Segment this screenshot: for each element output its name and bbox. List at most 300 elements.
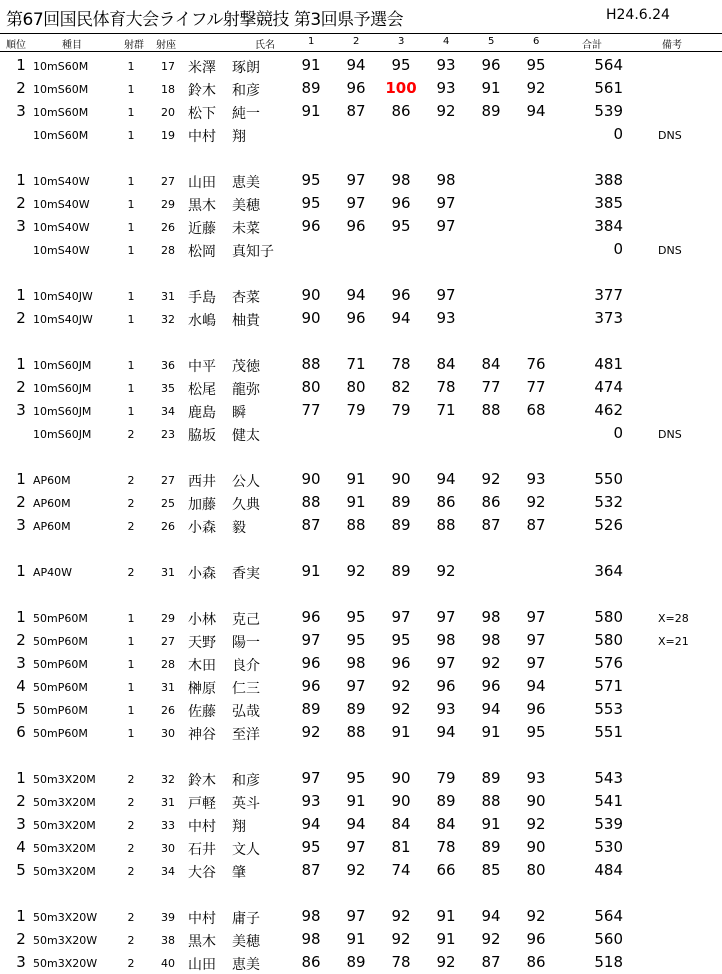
table-row: [0, 698, 722, 721]
score-cell-6: 92: [526, 493, 546, 511]
relay-cell: 1: [127, 405, 135, 418]
rank-cell: 3: [16, 516, 26, 534]
given-name-cell: 良介: [232, 658, 260, 674]
total-cell: 553: [594, 700, 623, 718]
relay-cell: 1: [127, 658, 135, 671]
table-row: [0, 491, 722, 514]
rank-cell: 1: [16, 769, 26, 787]
score-cell-4: 96: [436, 677, 456, 695]
surname-cell: 小森: [188, 566, 216, 582]
score-cell-5: 94: [481, 700, 501, 718]
event-cell: 10mS60M: [33, 106, 89, 119]
firing-point-cell: 35: [161, 382, 175, 395]
total-cell: 580: [594, 631, 623, 649]
firing-point-cell: 36: [161, 359, 175, 372]
total-cell: 388: [594, 171, 623, 189]
score-cell-5: 92: [481, 470, 501, 488]
score-cell-2: 92: [346, 861, 366, 879]
relay-cell: 2: [127, 773, 135, 786]
total-cell: 550: [594, 470, 623, 488]
event-cell: 50m3X20M: [33, 842, 96, 855]
given-name-cell: 陽一: [232, 635, 260, 651]
score-cell-2: 96: [346, 79, 366, 97]
given-name-cell: 弘哉: [232, 704, 260, 720]
score-cell-1: 91: [301, 562, 321, 580]
given-name-cell: 香実: [232, 566, 260, 582]
score-cell-5: 89: [481, 102, 501, 120]
score-cell-3: 92: [391, 907, 411, 925]
total-cell: 373: [594, 309, 623, 327]
given-name-cell: 仁三: [232, 681, 260, 697]
table-row: [0, 376, 722, 399]
total-cell: 526: [594, 516, 623, 534]
score-cell-2: 97: [346, 194, 366, 212]
table-row: [0, 422, 722, 445]
note-cell: DNS: [658, 428, 682, 441]
rank-cell: 2: [16, 631, 26, 649]
event-cell: 50m3X20M: [33, 796, 96, 809]
score-cell-5: 91: [481, 79, 501, 97]
firing-point-cell: 31: [161, 566, 175, 579]
header-s5: 5: [488, 36, 495, 47]
score-cell-5: 88: [481, 792, 501, 810]
relay-cell: 2: [127, 957, 135, 970]
firing-point-cell: 30: [161, 727, 175, 740]
score-cell-6: 97: [526, 654, 546, 672]
score-cell-1: 95: [301, 194, 321, 212]
given-name-cell: 茂徳: [232, 359, 260, 375]
surname-cell: 天野: [188, 635, 216, 651]
firing-point-cell: 38: [161, 934, 175, 947]
surname-cell: 山田: [188, 175, 216, 191]
surname-cell: 西井: [188, 474, 216, 490]
total-cell: 564: [594, 56, 623, 74]
total-cell: 551: [594, 723, 623, 741]
table-row: [0, 767, 722, 790]
score-cell-1: 91: [301, 102, 321, 120]
event-cell: 10mS60M: [33, 129, 89, 142]
surname-cell: 手島: [188, 290, 216, 306]
relay-cell: 2: [127, 934, 135, 947]
score-cell-2: 95: [346, 608, 366, 626]
relay-cell: 2: [127, 474, 135, 487]
relay-cell: 1: [127, 244, 135, 257]
relay-cell: 1: [127, 129, 135, 142]
total-cell: 481: [594, 355, 623, 373]
surname-cell: 小林: [188, 612, 216, 628]
score-cell-1: 96: [301, 654, 321, 672]
table-row: [0, 606, 722, 629]
score-cell-6: 90: [526, 838, 546, 856]
relay-cell: 2: [127, 842, 135, 855]
rank-cell: 1: [16, 56, 26, 74]
given-name-cell: 真知子: [232, 244, 274, 260]
firing-point-cell: 32: [161, 313, 175, 326]
score-cell-1: 89: [301, 700, 321, 718]
given-name-cell: 未菜: [232, 221, 260, 237]
score-cell-5: 92: [481, 654, 501, 672]
score-cell-4: 97: [436, 194, 456, 212]
score-cell-6: 94: [526, 102, 546, 120]
score-cell-6: 97: [526, 631, 546, 649]
score-cell-1: 90: [301, 309, 321, 327]
score-cell-5: 89: [481, 769, 501, 787]
rank-cell: 5: [16, 861, 26, 879]
surname-cell: 榊原: [188, 681, 216, 697]
score-cell-4: 93: [436, 700, 456, 718]
score-cell-4: 92: [436, 562, 456, 580]
surname-cell: 水嶋: [188, 313, 216, 329]
total-cell: 0: [613, 424, 623, 442]
relay-cell: 1: [127, 106, 135, 119]
event-cell: 10mS60JM: [33, 359, 92, 372]
total-cell: 564: [594, 907, 623, 925]
table-row: [0, 215, 722, 238]
surname-cell: 神谷: [188, 727, 216, 743]
score-cell-4: 84: [436, 355, 456, 373]
rank-cell: 1: [16, 608, 26, 626]
surname-cell: 木田: [188, 658, 216, 674]
score-cell-3: 89: [391, 516, 411, 534]
event-cell: 50mP60M: [33, 727, 88, 740]
firing-point-cell: 19: [161, 129, 175, 142]
score-cell-4: 93: [436, 309, 456, 327]
total-cell: 530: [594, 838, 623, 856]
firing-point-cell: 27: [161, 175, 175, 188]
score-cell-3: 78: [391, 953, 411, 971]
score-cell-3: 95: [391, 631, 411, 649]
score-cell-6: 86: [526, 953, 546, 971]
rank-cell: 6: [16, 723, 26, 741]
score-cell-3: 81: [391, 838, 411, 856]
event-cell: 50m3X20M: [33, 819, 96, 832]
firing-point-cell: 20: [161, 106, 175, 119]
total-cell: 561: [594, 79, 623, 97]
score-cell-2: 79: [346, 401, 366, 419]
score-cell-2: 91: [346, 792, 366, 810]
relay-cell: 1: [127, 359, 135, 372]
score-cell-2: 80: [346, 378, 366, 396]
table-row: [0, 652, 722, 675]
score-cell-6: 92: [526, 815, 546, 833]
given-name-cell: 瞬: [232, 405, 246, 421]
given-name-cell: 翔: [232, 819, 246, 835]
surname-cell: 山田: [188, 957, 216, 973]
score-cell-4: 93: [436, 79, 456, 97]
event-cell: AP60M: [33, 497, 71, 510]
table-row: [0, 790, 722, 813]
score-cell-2: 94: [346, 56, 366, 74]
total-cell: 484: [594, 861, 623, 879]
score-cell-1: 91: [301, 56, 321, 74]
score-cell-1: 88: [301, 355, 321, 373]
score-cell-3: 74: [391, 861, 411, 879]
event-cell: 50m3X20W: [33, 934, 98, 947]
relay-cell: 1: [127, 83, 135, 96]
note-cell: DNS: [658, 129, 682, 142]
score-cell-1: 77: [301, 401, 321, 419]
score-cell-1: 87: [301, 861, 321, 879]
score-cell-3: 84: [391, 815, 411, 833]
relay-cell: 1: [127, 198, 135, 211]
firing-point-cell: 29: [161, 612, 175, 625]
score-cell-4: 78: [436, 838, 456, 856]
table-row: [0, 284, 722, 307]
score-cell-5: 96: [481, 677, 501, 695]
score-cell-1: 90: [301, 470, 321, 488]
given-name-cell: 久典: [232, 497, 260, 513]
surname-cell: 黒木: [188, 198, 216, 214]
surname-cell: 佐藤: [188, 704, 216, 720]
surname-cell: 石井: [188, 842, 216, 858]
note-cell: X=21: [658, 635, 689, 648]
score-cell-3: 94: [391, 309, 411, 327]
total-cell: 474: [594, 378, 623, 396]
rank-cell: 3: [16, 654, 26, 672]
event-cell: AP60M: [33, 474, 71, 487]
relay-cell: 1: [127, 382, 135, 395]
score-cell-5: 84: [481, 355, 501, 373]
table-row: [0, 238, 722, 261]
score-cell-6: 97: [526, 608, 546, 626]
score-cell-4: 71: [436, 401, 456, 419]
score-cell-4: 84: [436, 815, 456, 833]
firing-point-cell: 26: [161, 221, 175, 234]
total-cell: 560: [594, 930, 623, 948]
given-name-cell: 毅: [232, 520, 246, 536]
table-row: [0, 629, 722, 652]
firing-point-cell: 28: [161, 658, 175, 671]
score-cell-1: 98: [301, 930, 321, 948]
total-cell: 576: [594, 654, 623, 672]
total-cell: 539: [594, 815, 623, 833]
score-cell-6: 93: [526, 470, 546, 488]
score-cell-2: 88: [346, 723, 366, 741]
score-cell-4: 93: [436, 56, 456, 74]
score-cell-6: 96: [526, 700, 546, 718]
given-name-cell: 龍弥: [232, 382, 260, 398]
score-cell-6: 80: [526, 861, 546, 879]
rank-cell: 3: [16, 102, 26, 120]
note-cell: X=28: [658, 612, 689, 625]
score-cell-3: 92: [391, 930, 411, 948]
relay-cell: 1: [127, 681, 135, 694]
table-row: [0, 560, 722, 583]
table-row: [0, 813, 722, 836]
firing-point-cell: 25: [161, 497, 175, 510]
firing-point-cell: 17: [161, 60, 175, 73]
table-row: [0, 951, 722, 974]
score-cell-3: 89: [391, 493, 411, 511]
score-cell-4: 88: [436, 516, 456, 534]
event-cell: 10mS60JM: [33, 405, 92, 418]
surname-cell: 脇坂: [188, 428, 216, 444]
rank-cell: 4: [16, 838, 26, 856]
score-cell-4: 91: [436, 907, 456, 925]
table-row: [0, 836, 722, 859]
total-cell: 0: [613, 125, 623, 143]
relay-cell: 1: [127, 727, 135, 740]
firing-point-cell: 34: [161, 865, 175, 878]
rank-cell: 3: [16, 217, 26, 235]
score-cell-5: 88: [481, 401, 501, 419]
header-bottom-rule: [0, 51, 722, 52]
event-cell: 50mP60M: [33, 658, 88, 671]
rank-cell: 1: [16, 470, 26, 488]
given-name-cell: 美穂: [232, 198, 260, 214]
score-cell-5: 91: [481, 723, 501, 741]
score-cell-1: 95: [301, 171, 321, 189]
rank-cell: 1: [16, 355, 26, 373]
header-total: 合計: [582, 40, 602, 51]
score-cell-2: 97: [346, 838, 366, 856]
firing-point-cell: 29: [161, 198, 175, 211]
table-row: [0, 353, 722, 376]
firing-point-cell: 28: [161, 244, 175, 257]
firing-point-cell: 40: [161, 957, 175, 970]
score-cell-4: 98: [436, 171, 456, 189]
surname-cell: 中村: [188, 911, 216, 927]
table-row: [0, 307, 722, 330]
score-cell-2: 96: [346, 309, 366, 327]
total-cell: 541: [594, 792, 623, 810]
score-cell-6: 90: [526, 792, 546, 810]
score-cell-1: 90: [301, 286, 321, 304]
relay-cell: 2: [127, 566, 135, 579]
score-cell-6: 95: [526, 56, 546, 74]
surname-cell: 小森: [188, 520, 216, 536]
table-row: [0, 54, 722, 77]
score-cell-1: 96: [301, 217, 321, 235]
score-cell-2: 96: [346, 217, 366, 235]
score-cell-3: 90: [391, 470, 411, 488]
relay-cell: 1: [127, 175, 135, 188]
header-s4: 4: [443, 36, 450, 47]
rank-cell: 3: [16, 401, 26, 419]
event-cell: 50mP60M: [33, 635, 88, 648]
score-cell-6: 87: [526, 516, 546, 534]
table-row: [0, 721, 722, 744]
given-name-cell: 公人: [232, 474, 260, 490]
surname-cell: 黒木: [188, 934, 216, 950]
surname-cell: 松岡: [188, 244, 216, 260]
relay-cell: 2: [127, 865, 135, 878]
rank-cell: 1: [16, 171, 26, 189]
score-cell-2: 92: [346, 562, 366, 580]
score-cell-5: 87: [481, 516, 501, 534]
score-cell-3: 97: [391, 608, 411, 626]
rank-cell: 2: [16, 493, 26, 511]
firing-point-cell: 18: [161, 83, 175, 96]
rank-cell: 2: [16, 792, 26, 810]
score-cell-4: 79: [436, 769, 456, 787]
total-cell: 385: [594, 194, 623, 212]
table-row: [0, 192, 722, 215]
score-cell-4: 97: [436, 217, 456, 235]
score-cell-2: 97: [346, 907, 366, 925]
score-cell-1: 86: [301, 953, 321, 971]
surname-cell: 大谷: [188, 865, 216, 881]
surname-cell: 中村: [188, 819, 216, 835]
score-cell-4: 94: [436, 470, 456, 488]
header-rank: 順位: [6, 40, 26, 51]
surname-cell: 鈴木: [188, 773, 216, 789]
table-row: [0, 928, 722, 951]
score-cell-3: 91: [391, 723, 411, 741]
score-cell-2: 91: [346, 493, 366, 511]
given-name-cell: 純一: [232, 106, 260, 122]
rank-cell: 5: [16, 700, 26, 718]
header-name: 氏名: [255, 40, 275, 51]
total-cell: 571: [594, 677, 623, 695]
score-cell-6: 92: [526, 907, 546, 925]
score-cell-4: 86: [436, 493, 456, 511]
score-cell-4: 66: [436, 861, 456, 879]
score-cell-4: 97: [436, 654, 456, 672]
score-cell-6: 77: [526, 378, 546, 396]
surname-cell: 鈴木: [188, 83, 216, 99]
surname-cell: 中村: [188, 129, 216, 145]
score-cell-3: 86: [391, 102, 411, 120]
firing-point-cell: 39: [161, 911, 175, 924]
score-cell-4: 97: [436, 286, 456, 304]
table-row: [0, 123, 722, 146]
relay-cell: 1: [127, 290, 135, 303]
relay-cell: 1: [127, 221, 135, 234]
score-cell-4: 89: [436, 792, 456, 810]
event-cell: 50m3X20M: [33, 773, 96, 786]
score-cell-5: 94: [481, 907, 501, 925]
note-cell: DNS: [658, 244, 682, 257]
score-cell-1: 97: [301, 631, 321, 649]
event-cell: 10mS40JW: [33, 290, 93, 303]
rank-cell: 1: [16, 907, 26, 925]
score-cell-3: 96: [391, 286, 411, 304]
score-cell-2: 94: [346, 815, 366, 833]
firing-point-cell: 31: [161, 290, 175, 303]
surname-cell: 米澤: [188, 60, 216, 76]
score-cell-4: 92: [436, 102, 456, 120]
rank-cell: 2: [16, 378, 26, 396]
firing-point-cell: 26: [161, 520, 175, 533]
given-name-cell: 庸子: [232, 911, 260, 927]
score-cell-2: 89: [346, 953, 366, 971]
surname-cell: 鹿島: [188, 405, 216, 421]
score-cell-2: 89: [346, 700, 366, 718]
score-cell-6: 68: [526, 401, 546, 419]
event-cell: AP40W: [33, 566, 73, 579]
event-cell: 50mP60M: [33, 612, 88, 625]
score-cell-2: 95: [346, 631, 366, 649]
event-cell: 10mS40JW: [33, 313, 93, 326]
score-cell-6: 76: [526, 355, 546, 373]
score-cell-3: 90: [391, 769, 411, 787]
score-cell-2: 87: [346, 102, 366, 120]
score-cell-5: 85: [481, 861, 501, 879]
given-name-cell: 英斗: [232, 796, 260, 812]
surname-cell: 近藤: [188, 221, 216, 237]
score-cell-3: 95: [391, 56, 411, 74]
score-cell-1: 92: [301, 723, 321, 741]
relay-cell: 2: [127, 819, 135, 832]
event-cell: 10mS40W: [33, 244, 90, 257]
total-cell: 518: [594, 953, 623, 971]
score-cell-2: 71: [346, 355, 366, 373]
table-row: [0, 859, 722, 882]
header-relay: 射群: [124, 40, 144, 51]
event-cell: 10mS40W: [33, 221, 90, 234]
surname-cell: 中平: [188, 359, 216, 375]
